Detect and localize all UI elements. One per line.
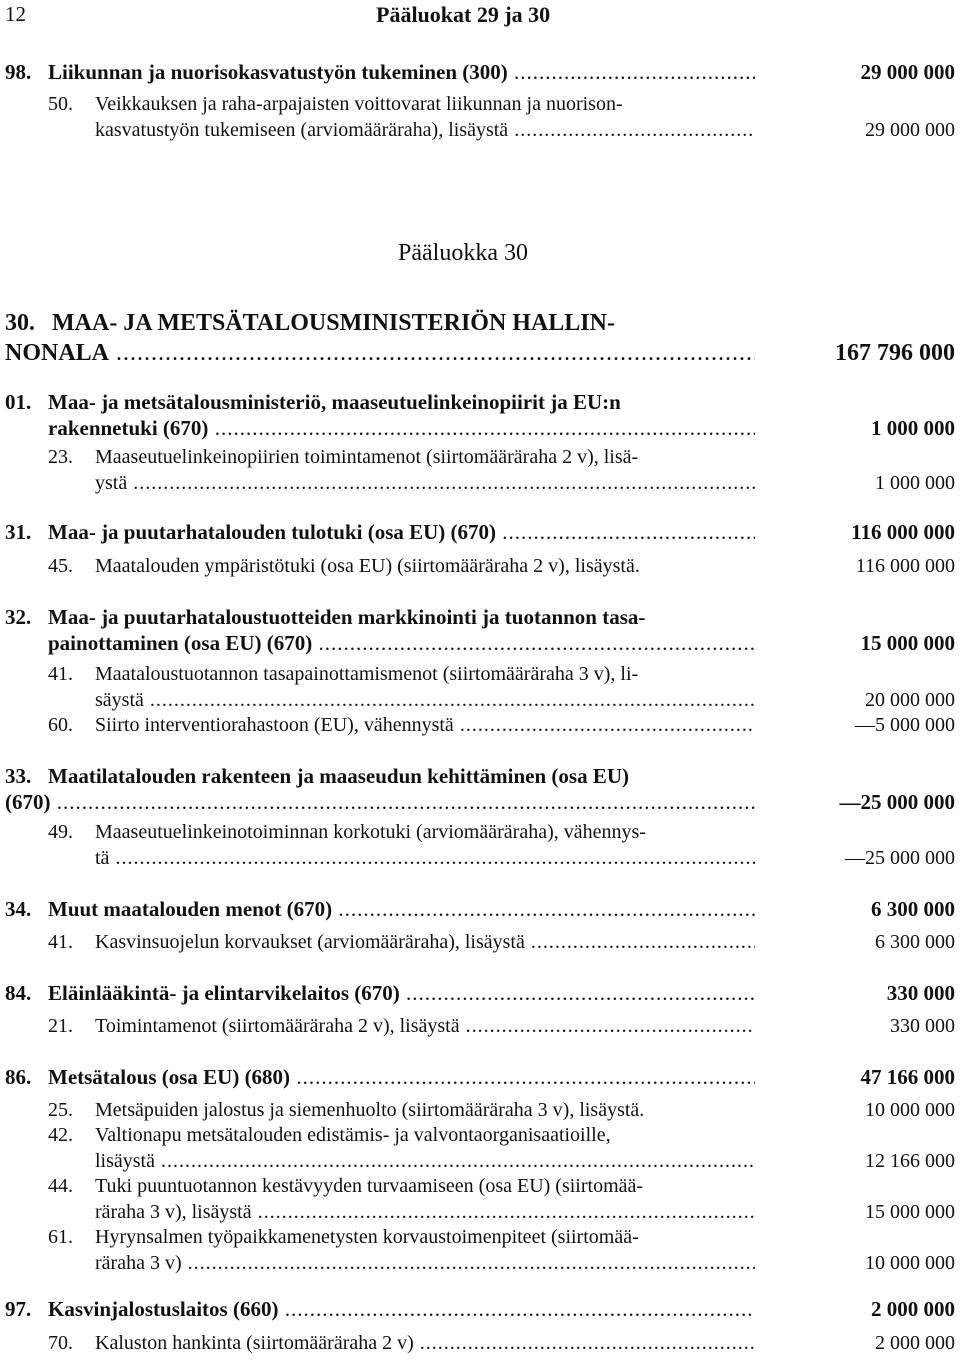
main-title-line2: NONALA ..... <box>5 338 755 368</box>
budget-item-98 <box>0 59 960 85</box>
main-title-line1: MAA- JA METSÄTALOUSMINISTERIÖN HALLIN- <box>52 310 615 336</box>
item-amount: 29 000 000 <box>860 60 955 84</box>
item-number: 98. <box>5 60 32 84</box>
item-number: 34. <box>5 897 32 921</box>
main-title <box>0 308 960 368</box>
page-number: 12 <box>5 2 26 26</box>
budget-subitem-98-50 <box>0 91 960 143</box>
budget-subitem-33-49 <box>0 819 960 871</box>
budget-item-01 <box>0 389 960 441</box>
item-title-line2: (670) ..... <box>5 789 755 815</box>
running-title: Pääluokat 29 ja 30 <box>376 2 551 27</box>
item-amount: 330 000 <box>886 981 955 1005</box>
item-amount: 15 000 000 <box>860 631 955 655</box>
subitem-text-line2: ystä ..... <box>95 470 755 496</box>
budget-subitem-97-70 <box>0 1330 960 1356</box>
subitem-amount: 15 000 000 <box>865 1201 955 1223</box>
subitem-number: 45. <box>48 555 73 577</box>
subitem-amount: 1 000 000 <box>875 472 955 494</box>
item-title-line1: Maa- ja puutarhataloustuotteiden markkinointi ja tuotannon tasa- <box>48 605 646 629</box>
main-title-number: 30. <box>5 310 35 336</box>
subitem-number: 21. <box>48 1015 73 1037</box>
subitem-number: 25. <box>48 1099 73 1121</box>
budget-subitem-32-41 <box>0 661 960 713</box>
budget-item-34 <box>0 896 960 922</box>
item-title-line2: painottaminen (osa EU) (670) ..... <box>48 630 755 656</box>
budget-item-86 <box>0 1064 960 1090</box>
subitem-text: Toimintamenot (siirtomääräraha 2 v), lisäystä ..... <box>95 1013 755 1039</box>
budget-subitem-86-42 <box>0 1122 960 1174</box>
subitem-number: 50. <box>48 93 73 115</box>
page-header <box>0 0 960 30</box>
subitem-text-line1: Tuki puuntuotannon kestävyyden turvaamiseen (osa EU) (siirtomää- <box>95 1175 644 1197</box>
item-amount: 47 166 000 <box>860 1065 955 1089</box>
subitem-text: Siirto interventiorahastoon (EU), vähennystä ..... <box>95 712 755 738</box>
subitem-amount: 330 000 <box>890 1015 955 1037</box>
budget-subitem-86-25 <box>0 1097 960 1123</box>
budget-subitem-31-45 <box>0 553 960 579</box>
budget-item-32 <box>0 604 960 656</box>
subitem-text-line1: Maataloustuotannon tasapainottamismenot (siirtomääräraha 3 v), li- <box>95 663 639 685</box>
subitem-text-line2: räraha 3 v), lisäystä ..... <box>95 1199 755 1225</box>
subitem-amount: 10 000 000 <box>865 1099 955 1121</box>
subitem-amount: 6 300 000 <box>875 931 955 953</box>
item-amount: 6 300 000 <box>871 897 955 921</box>
item-amount: 116 000 000 <box>851 520 955 544</box>
item-number: 01. <box>5 390 32 414</box>
item-number: 97. <box>5 1297 32 1321</box>
item-number: 32. <box>5 605 32 629</box>
subitem-text-line2: tä ..... <box>95 845 755 871</box>
item-title: Eläinlääkintä- ja elintarvikelaitos (670) ..... <box>48 980 755 1006</box>
subitem-amount: 116 000 000 <box>855 555 955 577</box>
item-amount: —25 000 000 <box>839 790 955 814</box>
budget-subitem-32-60 <box>0 712 960 738</box>
subitem-number: 44. <box>48 1175 73 1197</box>
item-title-line2: rakennetuki (670) ..... <box>48 415 755 441</box>
section-caption: Pääluokka 30 <box>398 240 528 266</box>
subitem-number: 41. <box>48 663 73 685</box>
budget-subitem-34-41 <box>0 929 960 955</box>
subitem-amount: 10 000 000 <box>865 1252 955 1274</box>
main-title-amount: 167 796 000 <box>835 340 955 366</box>
item-number: 84. <box>5 981 32 1005</box>
item-amount: 1 000 000 <box>871 416 955 440</box>
subitem-amount: —5 000 000 <box>855 714 955 736</box>
subitem-number: 61. <box>48 1226 73 1248</box>
subitem-number: 70. <box>48 1332 73 1354</box>
item-title: Liikunnan ja nuorisokasvatustyön tukeminen (300) ..... <box>48 59 755 85</box>
budget-item-97 <box>0 1296 960 1322</box>
subitem-amount: 12 166 000 <box>865 1150 955 1172</box>
subitem-amount: 20 000 000 <box>865 689 955 711</box>
subitem-amount: —25 000 000 <box>845 847 955 869</box>
subitem-text: Kasvinsuojelun korvaukset (arviomääräraha), lisäystä ..... <box>95 929 755 955</box>
subitem-number: 49. <box>48 821 73 843</box>
subitem-amount: 2 000 000 <box>875 1332 955 1354</box>
item-title: Metsätalous (osa EU) (680) ..... <box>48 1064 755 1090</box>
subitem-text: Metsäpuiden jalostus ja siemenhuolto (siirtomääräraha 3 v), lisäystä. <box>95 1099 645 1121</box>
budget-subitem-84-21 <box>0 1013 960 1039</box>
subitem-number: 60. <box>48 714 73 736</box>
subitem-text-line1: Maaseutuelinkeinotoiminnan korkotuki (arviomääräraha), vähennys- <box>95 821 646 843</box>
item-number: 31. <box>5 520 32 544</box>
subitem-text-line1: Valtionapu metsätalouden edistämis- ja valvontaorganisaatioille, <box>95 1124 611 1146</box>
item-title: Kasvinjalostuslaitos (660) ..... <box>48 1296 755 1322</box>
subitem-text-line2: lisäystä ..... <box>95 1148 755 1174</box>
budget-subitem-01-23 <box>0 444 960 496</box>
subitem-text: Maatalouden ympäristötuki (osa EU) (siirtomääräraha 2 v), lisäystä. <box>95 555 640 577</box>
item-number: 33. <box>5 764 32 788</box>
budget-item-84 <box>0 980 960 1006</box>
subitem-text-line2: kasvatustyön tukemiseen (arviomääräraha), lisäystä ..... <box>95 117 755 143</box>
item-number: 86. <box>5 1065 32 1089</box>
item-title-line1: Maatilatalouden rakenteen ja maaseudun kehittäminen (osa EU) <box>48 764 630 788</box>
subitem-amount: 29 000 000 <box>865 119 955 141</box>
item-title: Maa- ja puutarhatalouden tulotuki (osa EU) (670) ..... <box>48 519 755 545</box>
subitem-text-line1: Hyrynsalmen työpaikkamenetysten korvaustoimenpiteet (siirtomää- <box>95 1226 639 1248</box>
subitem-text-line1: Maaseutuelinkeinopiirien toimintamenot (siirtomääräraha 2 v), lisä- <box>95 446 639 468</box>
item-amount: 2 000 000 <box>871 1297 955 1321</box>
item-title-line1: Maa- ja metsätalousministeriö, maaseutuelinkeinopiirit ja EU:n <box>48 390 621 414</box>
budget-item-31 <box>0 519 960 545</box>
subitem-text-line1: Veikkauksen ja raha-arpajaisten voittovarat liikunnan ja nuorison- <box>95 93 623 115</box>
subitem-number: 42. <box>48 1124 73 1146</box>
budget-subitem-86-44 <box>0 1173 960 1225</box>
subitem-text-line2: säystä ..... <box>95 687 755 713</box>
subitem-number: 41. <box>48 931 73 953</box>
subitem-text-line2: räraha 3 v) ..... <box>95 1250 755 1276</box>
item-title: Muut maatalouden menot (670) ..... <box>48 896 755 922</box>
subitem-number: 23. <box>48 446 73 468</box>
subitem-text: Kaluston hankinta (siirtomääräraha 2 v) ..... <box>95 1330 755 1356</box>
budget-subitem-86-61 <box>0 1224 960 1276</box>
budget-item-33 <box>0 763 960 815</box>
